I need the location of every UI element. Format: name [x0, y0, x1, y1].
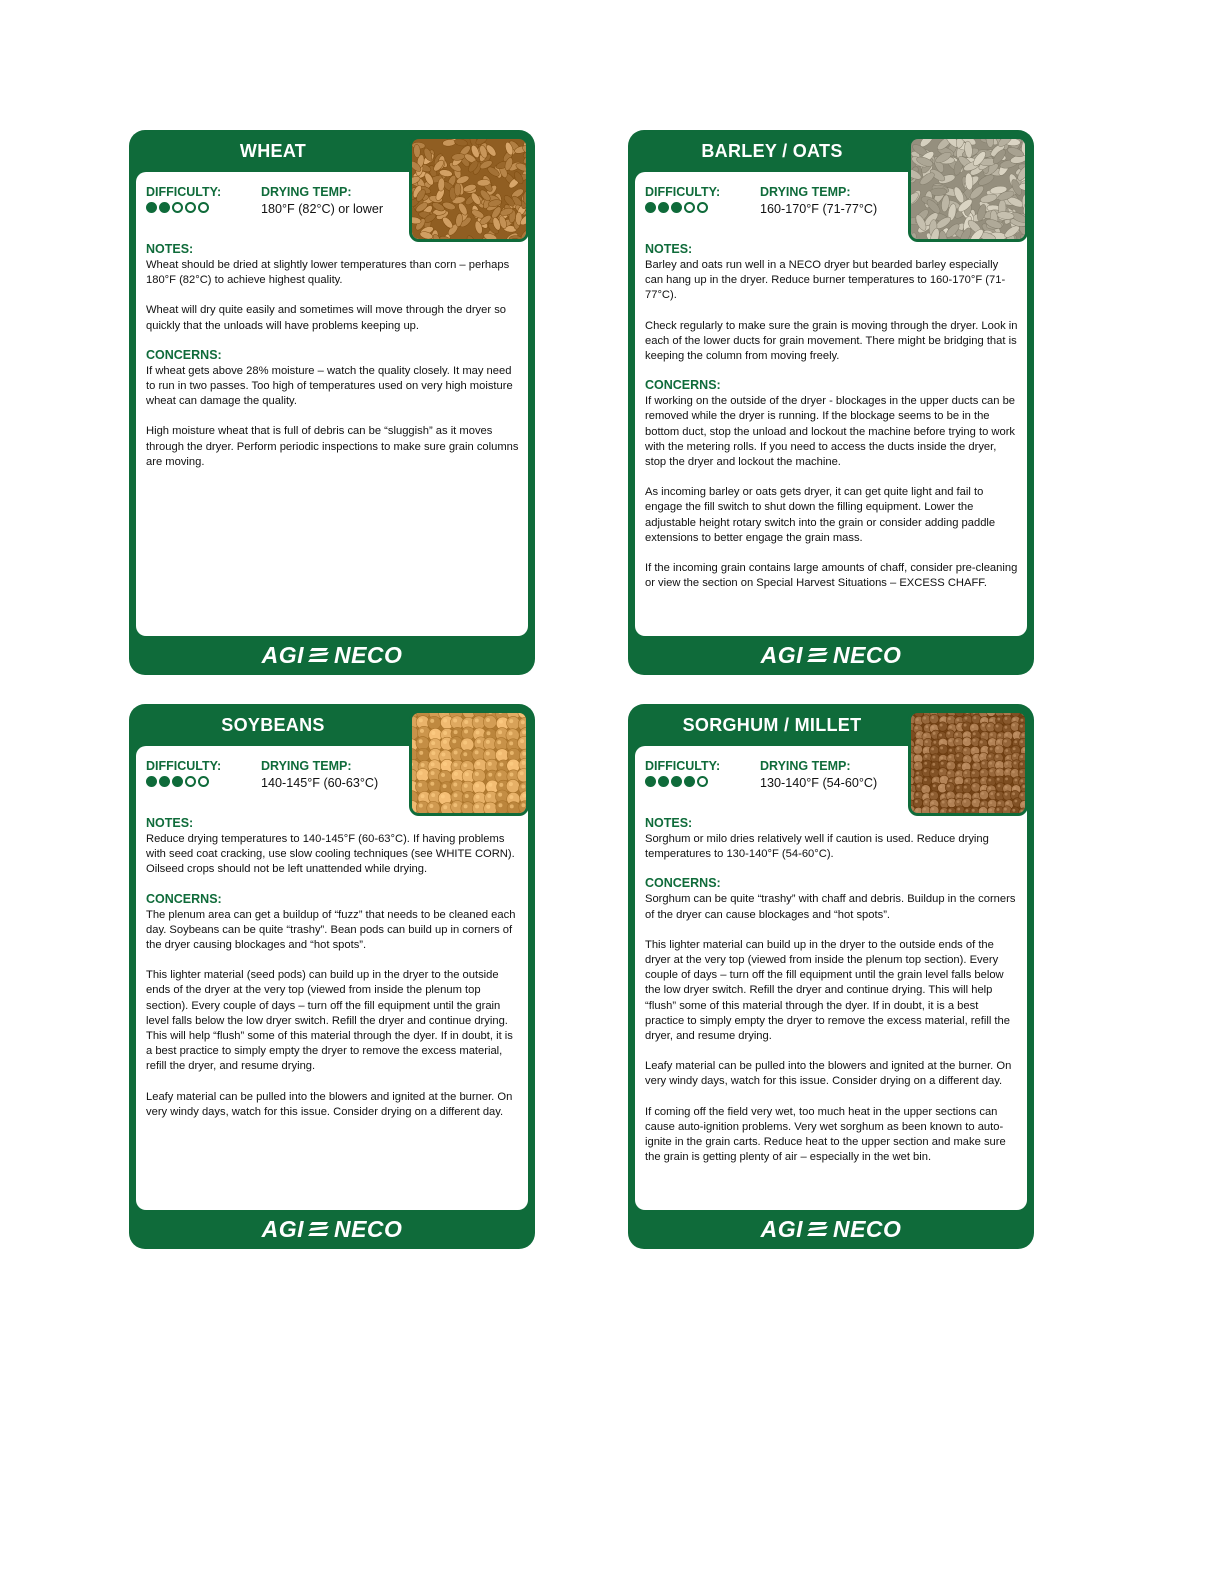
difficulty-label: DIFFICULTY: — [645, 185, 721, 199]
drying-temp-block — [261, 758, 378, 802]
difficulty-dot — [697, 776, 708, 787]
difficulty-rating — [645, 776, 760, 787]
concern-paragraph: This lighter material can build up in the dryer to the outside ends of the dryer at the very top (viewed from inside the plenum top section). Every couple of days – turn off the fill equipment until the grain level falls below the low dryer switch. Refill the dryer and continue drying. This will help “flush” some of this material through the dyer. If in doubt, it is a best practice to simply empty the dryer to remove the excess material, refill the dryer, and resume drying. — [645, 938, 1010, 1043]
difficulty-dot — [159, 776, 170, 787]
difficulty-dot — [671, 202, 682, 213]
drying-temp-block — [760, 758, 877, 802]
concern-paragraph: If working on the outside of the dryer - blockages in the upper ducts can be removed while the dryer is running. If the blockage seems to be in the bottom duct, stop the unload and lockout the machine before trying to work with the metering rolls. If you need to access the ducts inside the dryer, stop the dryer and lockout the machine. — [645, 395, 1016, 469]
concern-paragraph: If the incoming grain contains large amounts of chaff, consider pre-cleaning or view the section on Special Harvest Situations – EXCESS CHAFF. — [645, 562, 1018, 590]
difficulty-dot — [185, 202, 196, 213]
difficulty-dot — [146, 202, 157, 213]
difficulty-label: DIFFICULTY: — [146, 185, 222, 199]
logo-neco-text: NECO — [333, 1215, 403, 1242]
difficulty-rating — [645, 202, 760, 213]
agi-neco-logo — [262, 642, 403, 669]
concerns-heading: CONCERNS: — [645, 378, 721, 393]
agi-neco-logo — [761, 642, 902, 669]
note-paragraph: Wheat should be dried at slightly lower temperatures than corn – perhaps 180°F (82°C) to achieve highest quality. — [146, 259, 510, 287]
crop-card-barley-oats — [628, 130, 1034, 675]
difficulty-label: DIFFICULTY: — [146, 759, 222, 773]
difficulty-block — [645, 758, 760, 802]
drying-temp-label: DRYING TEMP: — [760, 759, 851, 773]
difficulty-dot — [697, 202, 708, 213]
difficulty-dot — [159, 202, 170, 213]
card-footer — [129, 1214, 535, 1244]
difficulty-dot — [671, 776, 682, 787]
drying-temp-value: 130-140°F (54-60°C) — [760, 776, 878, 790]
logo-stripes-icon — [308, 1220, 330, 1238]
concerns-heading: CONCERNS: — [645, 876, 721, 891]
logo-stripes-icon — [807, 1220, 829, 1238]
difficulty-dot — [146, 776, 157, 787]
difficulty-dot — [198, 776, 209, 787]
drying-temp-value: 180°F (82°C) or lower — [261, 202, 384, 216]
barley-grain-photo — [908, 136, 1028, 242]
logo-stripes-icon — [308, 646, 330, 664]
card-footer — [628, 1214, 1034, 1244]
crop-card-soybeans — [129, 704, 535, 1249]
concern-paragraph: Sorghum can be quite “trashy” with chaff and debris. Buildup in the corners of the dryer can cause blockages and “hot spots”. — [645, 893, 1016, 921]
difficulty-dot — [172, 776, 183, 787]
drying-temp-block — [760, 184, 877, 228]
agi-neco-logo — [262, 1216, 403, 1243]
difficulty-rating — [146, 202, 261, 213]
note-paragraph: Wheat will dry quite easily and sometimes will move through the dryer so quickly that the unloads will have problems keeping up. — [146, 304, 507, 332]
concern-paragraph: The plenum area can get a buildup of “fuzz” that needs to be cleaned each day. Soybeans can be quite “trashy”. Bean pods can build up in corners of the dryer causing blockages and “hot spots”. — [146, 908, 516, 952]
note-paragraph: Check regularly to make sure the grain is moving through the dryer. Look in each of the lower ducts for grain movement. There might be bridging that is keeping the column from moving freely. — [645, 319, 1018, 363]
difficulty-dot — [645, 776, 656, 787]
logo-agi-text: AGI — [261, 641, 304, 668]
crop-card-sorghum-millet — [628, 704, 1034, 1249]
card-body — [645, 184, 1018, 591]
soybean-photo — [409, 710, 529, 816]
note-paragraph: Barley and oats run well in a NECO dryer but bearded barley especially can hang up in the dryer. Reduce burner temperatures to 160-170°F (71-77°C). — [645, 259, 1006, 302]
concerns-heading: CONCERNS: — [146, 347, 222, 362]
card-title: SORGHUM / MILLET — [682, 715, 862, 735]
note-paragraph: Reduce drying temperatures to 140-145°F (60-63°C). If having problems with seed coat cracking, use slow cooling techniques (see WHITE CORN). Oilseed crops should not be left unattended while drying. — [146, 833, 515, 876]
difficulty-label: DIFFICULTY: — [645, 759, 721, 773]
note-paragraph: Sorghum or milo dries relatively well if caution is used. Reduce drying temperatures to 130-140°F (54-60°C). — [645, 833, 989, 861]
difficulty-dot — [684, 202, 695, 213]
notes-heading: NOTES: — [146, 816, 194, 830]
agi-neco-logo — [761, 1216, 902, 1243]
difficulty-block — [146, 758, 261, 802]
concern-paragraph: If coming off the field very wet, too much heat in the upper sections can cause auto-ignition problems. Very wet sorghum as been known to auto-ignite in the grain carts. Reduce heat to the upper section and make sure the grain is getting plenty of air – especially in the wet bin. — [645, 1105, 1006, 1164]
drying-temp-value: 160-170°F (71-77°C) — [760, 202, 878, 216]
logo-stripes-icon — [807, 646, 829, 664]
difficulty-dot — [172, 202, 183, 213]
drying-temp-label: DRYING TEMP: — [760, 185, 851, 199]
difficulty-block — [146, 184, 261, 228]
logo-neco-text: NECO — [832, 1215, 902, 1242]
card-title: WHEAT — [239, 141, 307, 161]
concern-paragraph: High moisture wheat that is full of debris can be “sluggish” as it moves through the dryer. Perform periodic inspections to make sure grain columns are moving. — [146, 425, 519, 468]
drying-temp-label: DRYING TEMP: — [261, 185, 352, 199]
logo-agi-text: AGI — [760, 1215, 803, 1242]
difficulty-rating — [146, 776, 261, 787]
wheat-grain-photo — [409, 136, 529, 242]
card-footer — [628, 640, 1034, 670]
difficulty-dot — [645, 202, 656, 213]
difficulty-dot — [198, 202, 209, 213]
crop-card-wheat — [129, 130, 535, 675]
difficulty-dot — [185, 776, 196, 787]
concern-paragraph: Leafy material can be pulled into the blowers and ignited at the burner. On very windy days, watch for this issue. Consider drying on a different day. — [645, 1060, 1012, 1088]
logo-neco-text: NECO — [333, 641, 403, 668]
difficulty-dot — [658, 776, 669, 787]
concern-paragraph: Leafy material can be pulled into the blowers and ignited at the burner. On very windy days, watch for this issue. Consider drying on a different day. — [146, 1090, 513, 1118]
drying-temp-value: 140-145°F (60-63°C) — [261, 776, 379, 790]
card-body — [645, 758, 1018, 1165]
logo-agi-text: AGI — [760, 641, 803, 668]
difficulty-dot — [684, 776, 695, 787]
notes-heading: NOTES: — [645, 242, 693, 256]
drying-temp-label: DRYING TEMP: — [261, 759, 352, 773]
difficulty-block — [645, 184, 760, 228]
notes-heading: NOTES: — [645, 816, 693, 830]
drying-temp-block — [261, 184, 383, 228]
notes-heading: NOTES: — [146, 242, 194, 256]
concern-paragraph: As incoming barley or oats gets dryer, it can get quite light and fail to engage the fill switch to shut down the filling equipment. Lower the adjustable height rotary switch into the grain or consider adding paddle extensions to better engage the grain mass. — [645, 486, 996, 544]
concern-paragraph: This lighter material (seed pods) can build up in the dryer to the outside ends of the dryer at the very top (viewed from inside the plenum top section). Every couple of days – turn off the fill equipment until the grain level falls below the low dryer switch. Refill the dryer and continue drying. This will help “flush” some of this material through the dyer. If in doubt, it is a best practice to simply empty the dryer to remove the excess material, refill the dryer, and resume drying. — [146, 969, 513, 1073]
card-title: SOYBEANS — [221, 715, 325, 735]
logo-neco-text: NECO — [832, 641, 902, 668]
concern-paragraph: If wheat gets above 28% moisture – watch the quality closely. It may need to run in two passes. Too high of temperatures used on very high moisture wheat can damage the quality. — [146, 364, 513, 408]
concerns-heading: CONCERNS: — [146, 891, 222, 906]
card-title: BARLEY / OATS — [701, 141, 843, 161]
difficulty-dot — [658, 202, 669, 213]
card-footer — [129, 640, 535, 670]
logo-agi-text: AGI — [261, 1215, 304, 1242]
sorghum-grain-photo — [908, 710, 1028, 816]
